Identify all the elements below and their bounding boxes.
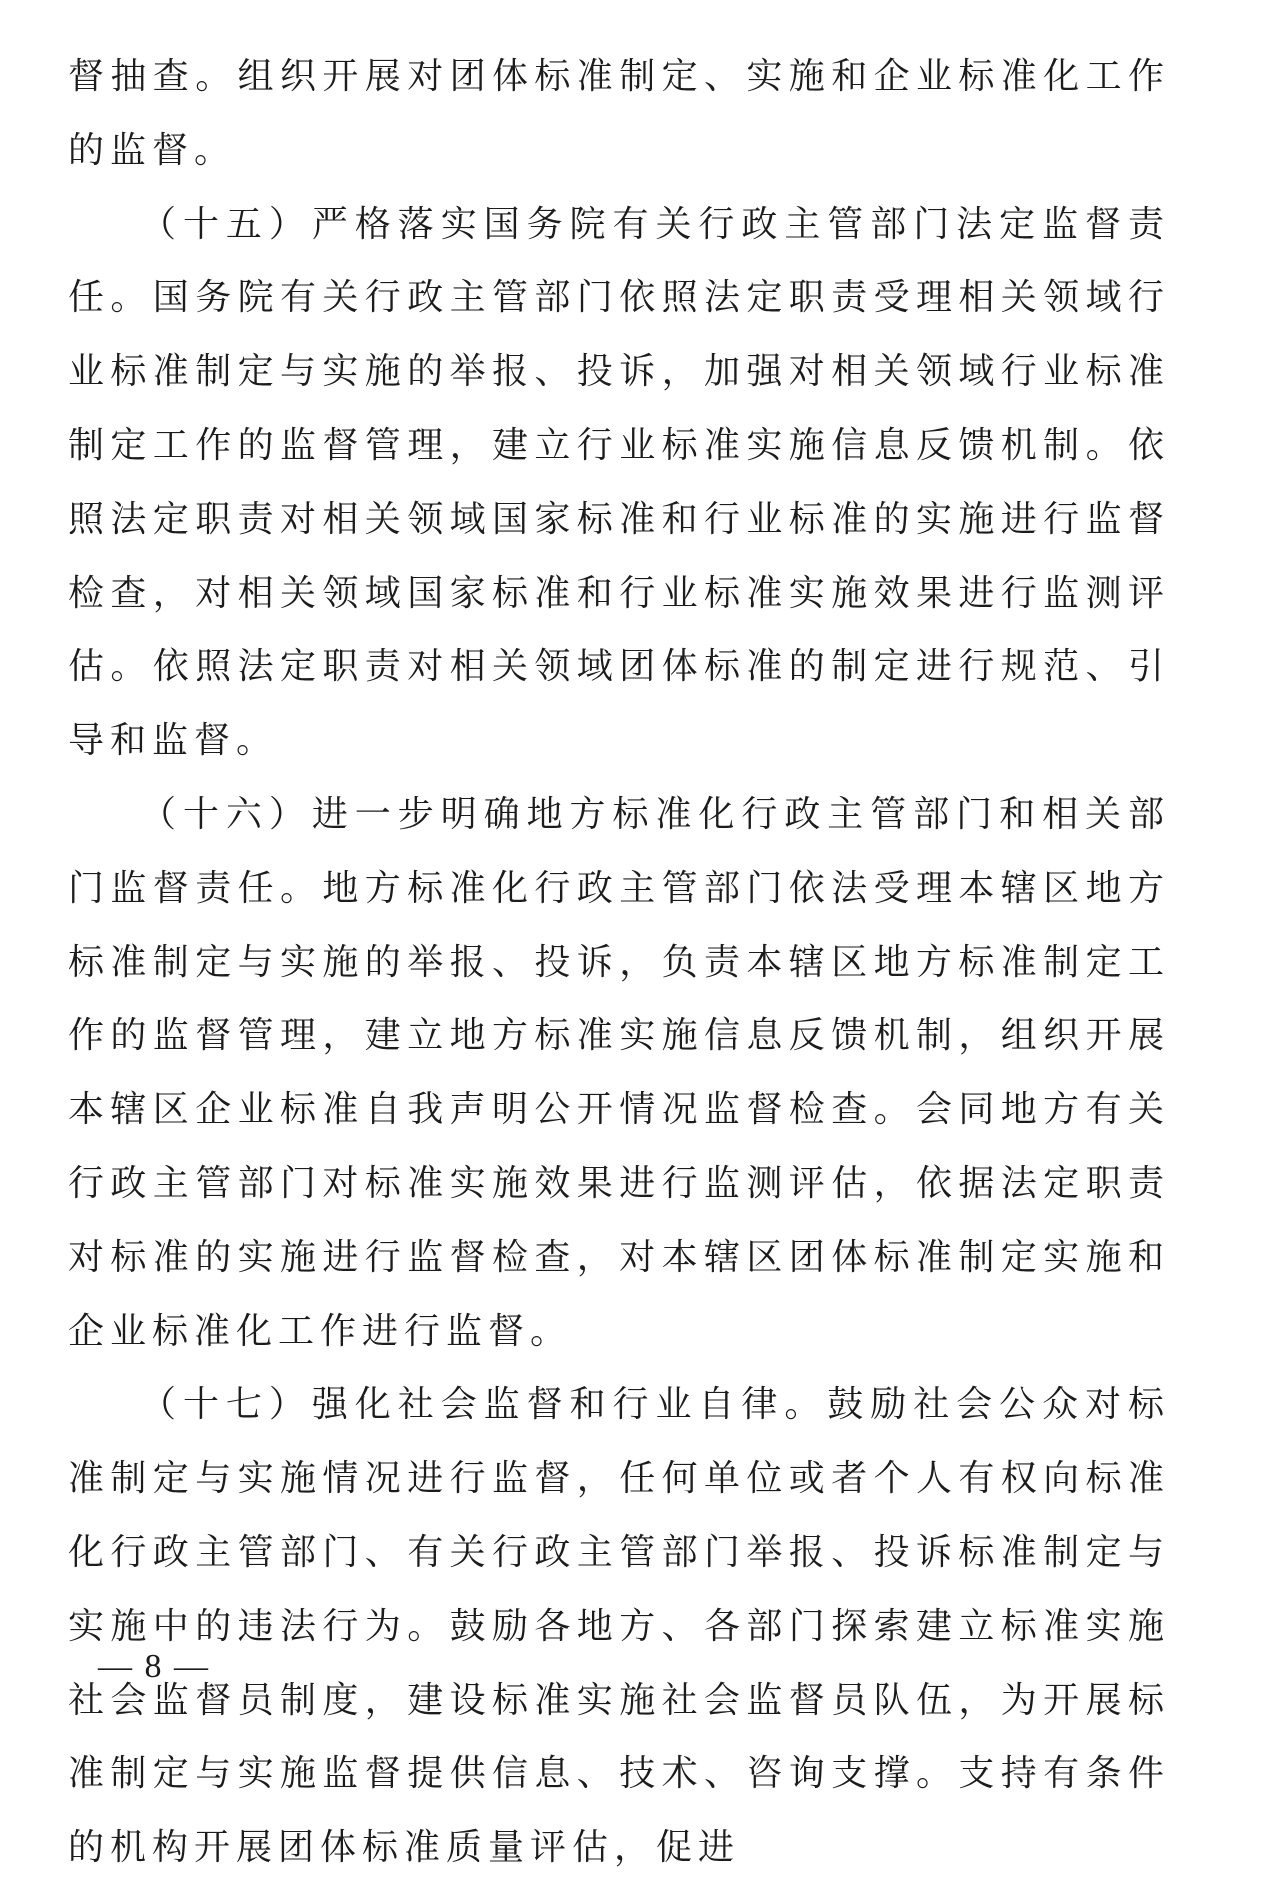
paragraph-15: （十五）严格落实国务院有关行政主管部门法定监督责任。国务院有关行政主管部门依照法定职责受理相关领域行业标准制定与实施的举报、投诉，加强对相关领域行业标准制定工作的监督管理，建立行业标准实施信息反馈机制。依照法定职责对相关领域国家标准和行业标准的实施进行监督检查，对相关领域国家标准和行业标准实施效果进行监测评估。依照法定职责对相关领域团体标准的制定进行规范、引导和监督。 (68, 203, 1170, 762)
paragraph-16: （十六）进一步明确地方标准化行政主管部门和相关部门监督责任。地方标准化行政主管部门依法受理本辖区地方标准制定与实施的举报、投诉，负责本辖区地方标准制定工作的监督管理，建立地方标准实施信息反馈机制，组织开展本辖区企业标准自我声明公开情况监督检查。会同地方有关行政主管部门对标准实施效果进行监测评估，依据法定职责对标准的实施进行监督检查，对本辖区团体标准制定实施和企业标准化工作进行监督。 (68, 793, 1170, 1352)
page-number: — 8 — (98, 1648, 210, 1685)
body-text (68, 40, 1170, 1885)
paragraph-17: （十七）强化社会监督和行业自律。鼓励社会公众对标准制定与实施情况进行监督，任何单位或者个人有权向标准化行政主管部门、有关行政主管部门举报、投诉标准制定与实施中的违法行为。鼓励各地方、各部门探索建立标准实施社会监督员制度，建设标准实施社会监督员队伍，为开展标准制定与实施监督提供信息、技术、咨询支撑。支持有条件的机构开展团体标准质量评估，促进 (68, 1384, 1170, 1869)
paragraph-continuation: 督抽查。组织开展对团体标准制定、实施和企业标准化工作的监督。 (68, 56, 1170, 171)
